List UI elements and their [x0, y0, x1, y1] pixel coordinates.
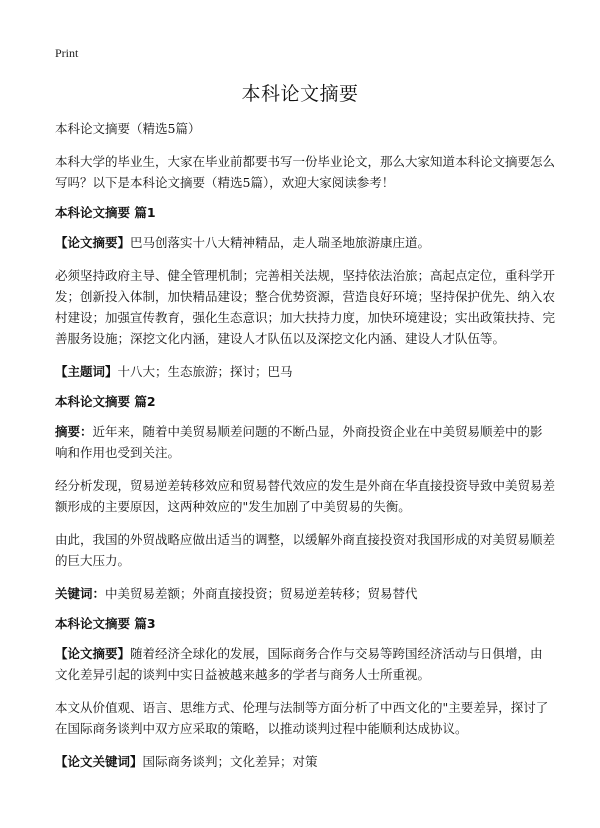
keywords-label: 关键词： — [55, 586, 106, 601]
keywords-label: 【论文关键词】 — [55, 754, 143, 769]
intro-paragraph: 本科大学的毕业生，大家在毕业前都要书写一份毕业论文，那么大家知道本科论文摘要怎么写吗？以下是本科论文摘要（精选5篇），欢迎大家阅读参考！ — [55, 154, 556, 190]
keywords-text: 中美贸易差额；外商直接投资；贸易逆差转移；贸易替代 — [105, 586, 418, 601]
print-link[interactable]: Print — [55, 46, 79, 60]
section-heading-2: 本科论文摘要 篇2 — [55, 394, 156, 409]
keywords-label: 【主题词】 — [55, 364, 118, 379]
abstract-label: 【论文摘要】 — [55, 646, 131, 661]
section-3-abstract — [55, 643, 555, 685]
document-body — [55, 118, 555, 772]
abstract-text: 巴马创落实十八大精神精品，走人瑞圣地旅游康庄道。 — [130, 235, 431, 250]
section-heading-1: 本科论文摘要 篇1 — [55, 205, 156, 220]
section-3-keywords — [55, 751, 555, 772]
section-2-paragraph-1: 经分析发现，贸易逆差转移效应和贸易替代效应的发生是外商在华直接投资导致中美贸易差额形成的主要原因，这两种效应的"发生加剧了中美贸易的失衡。 — [55, 478, 556, 514]
keywords-text: 国际商务谈判；文化差异；对策 — [142, 754, 318, 769]
section-heading-3: 本科论文摘要 篇3 — [55, 616, 156, 631]
abstract-text: 随着经济全球化的发展，国际商务合作与交易等跨国经济活动与日俱增，由文化差异引起的谈判中实日益被越来越多的学者与商务人士所重视。 — [55, 646, 543, 682]
keywords-text: 十八大；生态旅游；探讨；巴马 — [117, 364, 293, 379]
intro-subtitle: 本科论文摘要（精选5篇） — [55, 121, 201, 136]
section-1-keywords — [55, 361, 555, 382]
abstract-label: 【论文摘要】 — [55, 235, 131, 250]
section-1-paragraph: 必须坚持政府主导、健全管理机制；完善相关法规，坚持依法治旅；高起点定位，重科学开发；创新投入体制，加快精品建设；整合优势资源，营造良好环境；坚持保护优先、纳入农村建设；加强宣传教育，强化生态意识；加大扶持力度，加快环境建设；实出政策扶持、完善服务设施；深挖文化内涵，建设人才队伍以及深挖文化内涵、建设人才队伍等。 — [55, 268, 556, 346]
abstract-text: 近年来，随着中美贸易顺差问题的不断凸显，外商投资企业在中美贸易顺差中的影响和作用也受到关注。 — [55, 424, 543, 460]
section-3-paragraph: 本文从价值观、语言、思维方式、伦理与法制等方面分析了中西文化的"主要差异，探讨了在国际商务谈判中双方应采取的策略，以推动谈判过程中能顺利达成协议。 — [55, 700, 549, 736]
section-2-keywords — [55, 583, 555, 604]
abstract-label: 摘要： — [55, 424, 93, 439]
section-2-paragraph-2: 由此，我国的外贸战略应做出适当的调整，以缓解外商直接投资对我国形成的对美贸易顺差的巨大压力。 — [55, 532, 556, 568]
section-1-abstract — [55, 232, 555, 253]
page-title: 本科论文摘要 — [241, 83, 359, 105]
section-2-abstract — [55, 421, 555, 463]
